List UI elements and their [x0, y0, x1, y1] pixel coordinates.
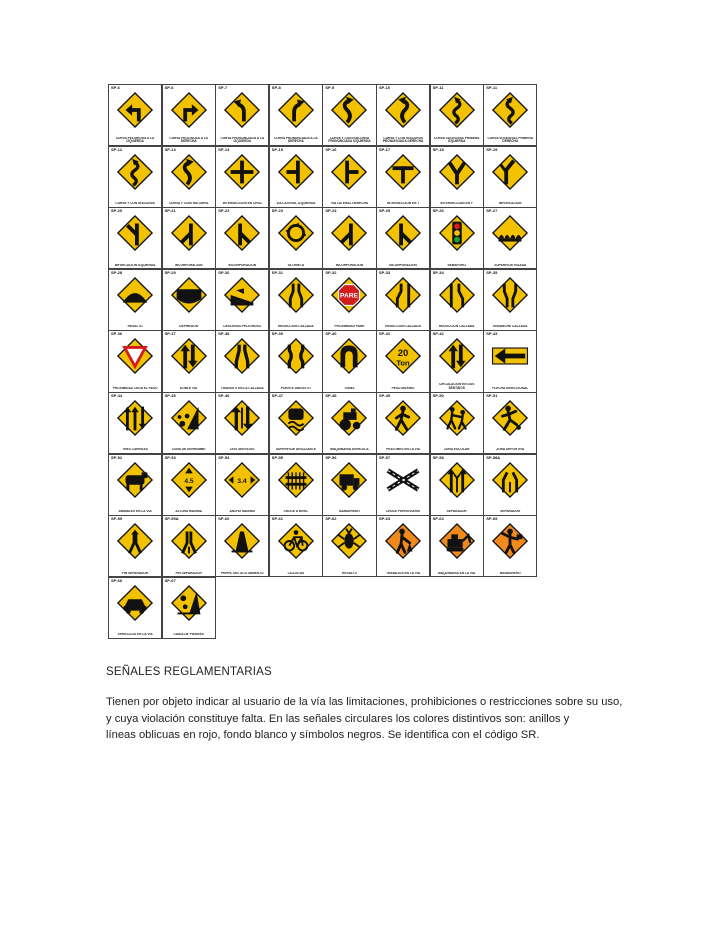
- sign-cell: [215, 330, 269, 392]
- sign-code: SP-61: [271, 516, 283, 522]
- sign-flagger-icon: [491, 522, 529, 560]
- sign-cell: [162, 207, 216, 269]
- sign-cell: [483, 269, 537, 331]
- sign-code: SP-59A: [164, 516, 179, 522]
- sign-cell: [162, 392, 216, 454]
- sign-caption: ENSANCHE CALZADA: [493, 325, 528, 329]
- sign-sharp-right-icon: [277, 91, 315, 129]
- svg-text:20: 20: [397, 348, 409, 360]
- svg-text:4.5: 4.5: [184, 477, 194, 485]
- sign-worker-icon: [384, 522, 422, 560]
- sign-code: SP-54: [218, 454, 230, 460]
- sign-caption: PEATONES EN LA VÍA: [386, 448, 420, 452]
- sign-code: SP-27: [486, 208, 498, 214]
- sign-caption: TRÁNSITO EN LA CALZADA: [220, 386, 264, 390]
- sign-cell: [215, 207, 269, 269]
- sign-caption: SEMÁFORO: [447, 263, 466, 267]
- sign-caption: DEPRESIÓN: [179, 325, 199, 329]
- sign-cell: [430, 269, 484, 331]
- sign-cell: [269, 207, 323, 269]
- sign-cell: [376, 207, 430, 269]
- sign-weight-icon: [384, 337, 422, 375]
- sign-cell: [322, 207, 376, 269]
- sign-caption: INTERSECCIÓN EN CRUZ: [222, 201, 262, 205]
- sign-caption: VÍA LATERAL DERECHA: [330, 201, 369, 205]
- sign-bumps-icon: [491, 214, 529, 252]
- sign-caption: ANIMALES EN LA VÍA: [118, 509, 152, 513]
- sign-code: SP-59: [111, 516, 123, 522]
- sign-caption: CRUCE A NIVEL: [283, 509, 309, 513]
- sign-caption: CAÍDA DE PIEDRAS: [173, 633, 204, 637]
- sign-reverse-curve-2-icon: [384, 91, 422, 129]
- sign-two-way-up-icon: [438, 337, 476, 375]
- sign-code: SP-11: [432, 85, 444, 90]
- sign-code: SP-24: [325, 208, 337, 214]
- sign-code: SP-34: [432, 269, 444, 275]
- sign-caption: PUENTE ANGOSTO: [281, 386, 311, 390]
- section-title: SEÑALES REGLAMENTARIAS: [106, 666, 272, 678]
- sign-divided-2-icon: [491, 461, 529, 499]
- sign-caption: CURVA PELIGROSA A LA IZQUIERDA: [115, 136, 155, 144]
- sign-cell: [430, 330, 484, 392]
- sign-cell: [269, 84, 323, 146]
- sign-truck-icon: [330, 461, 368, 499]
- sign-caption: INCORPORACIÓN: [174, 263, 203, 267]
- sign-code: SP-63: [379, 516, 391, 522]
- sign-rocks-icon: [170, 584, 208, 622]
- sign-caption: CURVA PELIGROSA A LA DERECHA: [169, 136, 208, 144]
- sign-cell: [269, 515, 323, 577]
- sign-sharp-left-icon: [223, 91, 261, 129]
- sign-caption: BIFURCACIÓN: [499, 201, 522, 205]
- sign-cell: [376, 146, 430, 208]
- sign-caption: ANCHO MÁXIMO: [229, 509, 256, 513]
- sign-cell: [269, 392, 323, 454]
- sign-caption: BIFURCACIÓN IZQUIERDA: [114, 263, 156, 267]
- sign-caption: ZONA DE DERRUMBE: [171, 448, 206, 452]
- sign-winding-icon: [116, 153, 154, 191]
- sign-cell: [162, 330, 216, 392]
- sign-cell: [108, 269, 162, 331]
- sign-caption: ZONA DEPORTIVA: [496, 448, 525, 452]
- sign-code: SP-56: [325, 454, 337, 460]
- sign-code: SP-52: [111, 454, 123, 460]
- sign-caption: ALTURA MÁXIMA: [175, 509, 202, 513]
- sign-caption: CURVA Y CONTRACURVA PRONUNCIADA IZQUIERDA: [328, 136, 371, 144]
- sign-caption: PROXIMIDAD CEDA EL PASO: [112, 386, 158, 390]
- sign-code: SP-45: [164, 393, 176, 398]
- sign-code: SP-48: [325, 393, 337, 398]
- sign-cell: [215, 146, 269, 208]
- sign-code: SP-33: [379, 269, 391, 275]
- sign-cell: [215, 84, 269, 146]
- sign-caption: DESCENSO PELIGROSO: [223, 325, 262, 329]
- sign-three-lane-icon: [116, 399, 154, 437]
- sign-code: SP-65: [486, 516, 498, 522]
- sign-rail-icon: [277, 461, 315, 499]
- sign-code: SP-47: [271, 393, 283, 398]
- sign-cell: [483, 146, 537, 208]
- sign-caption: BANDERERO: [500, 571, 521, 575]
- sign-code: SP-13: [164, 146, 176, 152]
- sign-tee-icon: [384, 153, 422, 191]
- sign-caption: TRABAJOS EN LA VÍA: [386, 571, 421, 575]
- sign-code: SP-11: [486, 85, 498, 90]
- sign-cell: [269, 330, 323, 392]
- sign-code: SP-49: [379, 393, 391, 398]
- sign-cell: [322, 84, 376, 146]
- sign-cell: [108, 454, 162, 516]
- sign-rockfall-icon: [170, 399, 208, 437]
- sign-yield-ahead-icon: [116, 337, 154, 375]
- sign-caption: INTERSECCIÓN EN T: [386, 201, 420, 205]
- sign-caption: INTERSECCIÓN EN Y: [440, 201, 473, 205]
- sign-code: SP-58: [432, 454, 444, 460]
- sign-code: SP-53: [164, 454, 176, 460]
- sign-caption: PESO MÁXIMO: [391, 386, 415, 390]
- sign-code: SP-6: [111, 85, 120, 90]
- sign-code: SP-7: [218, 85, 228, 90]
- sign-caption: TÚNEL: [344, 386, 355, 390]
- sign-machinery-icon: [438, 522, 476, 560]
- sign-cell: [269, 454, 323, 516]
- sign-cell: [322, 330, 376, 392]
- sign-cell: [483, 207, 537, 269]
- sign-caption: SEPARADOR: [500, 509, 521, 513]
- sign-code: SP-6: [164, 85, 174, 90]
- sign-cell: [108, 146, 162, 208]
- sign-caption: SUPERFICIE DESLIZANTE: [275, 448, 316, 452]
- paragraph-line-1: Tienen por objeto indicar al usuario de la vía las limitaciones, prohibiciones o restricciones sobre su uso,: [106, 696, 623, 708]
- sign-caption: CURVA Y CONTRACURVA: [169, 201, 209, 205]
- sign-cell: [215, 269, 269, 331]
- sign-caption: CURVA PRONUNCIADA A LA DERECHA: [274, 136, 318, 144]
- sign-code: SP-57: [379, 454, 391, 460]
- sign-code: SP-41: [379, 331, 391, 337]
- sign-caption: VÍA LATERAL IZQUIERDA: [276, 201, 316, 205]
- sign-caption: GLORIETA: [287, 263, 304, 267]
- sign-reverse-curve-icon: [330, 91, 368, 129]
- sign-fork-left-icon: [116, 214, 154, 252]
- sign-cattle-icon: [116, 461, 154, 499]
- paragraph-line-2: y cuya violación constituye falta. En las señales circulares los colores distintivos son: anillos y: [106, 712, 570, 725]
- sign-narrow-right-icon: [438, 276, 476, 314]
- sign-cell: [162, 269, 216, 331]
- sign-cell: [108, 84, 162, 146]
- sign-code: SP-44: [111, 393, 123, 398]
- sign-code: SP-16: [325, 146, 337, 152]
- sign-traffic-light-icon: [438, 214, 476, 252]
- sign-cell: [430, 515, 484, 577]
- sign-code: SP-9: [325, 85, 335, 90]
- sign-caption: CRUCE FERROVIARIO: [385, 509, 421, 513]
- paragraph-line-3: líneas oblicuas en rojo, fondo blanco y símbolos negros. Se identifica con el código SR.: [106, 729, 540, 741]
- sign-caption: INCORPORACIÓN: [335, 263, 364, 267]
- sign-fork-icon: [491, 153, 529, 191]
- sign-code: SP-8: [271, 85, 281, 90]
- sign-dip-icon: [170, 276, 208, 314]
- sign-caption: CIRCULACIÓN EN DOS SENTIDOS: [438, 382, 475, 390]
- sign-code: SP-14: [218, 146, 230, 152]
- sign-cell: [215, 515, 269, 577]
- sign-cell: [376, 454, 430, 516]
- sign-caption: CURVA Y CONTRACURVA: [115, 201, 155, 205]
- sign-cell: [162, 577, 216, 639]
- sign-stop-ahead-icon: [330, 276, 368, 314]
- sign-caption: INCORPORACIÓN: [228, 263, 256, 267]
- sign-cell: [322, 269, 376, 331]
- sign-code: SP-32: [325, 269, 337, 275]
- sign-arrow-left-icon: [491, 337, 529, 375]
- sign-height-icon: [170, 461, 208, 499]
- sign-lanes-updown-icon: [223, 399, 261, 437]
- sign-caption: VEHÍCULOS EN LA VÍA: [117, 633, 153, 637]
- sign-caption: PERFIL DEL ACOTAMIENTO: [220, 571, 264, 575]
- sign-cell: [376, 392, 430, 454]
- sign-code: SP-19: [486, 146, 498, 152]
- sign-caption: RESALTO: [342, 571, 357, 575]
- sign-side-left-icon: [277, 153, 315, 191]
- sign-cell: [376, 269, 430, 331]
- sign-code: SP-60: [218, 516, 230, 522]
- sign-cell: [215, 454, 269, 516]
- sign-cell: [108, 207, 162, 269]
- warning-signs-chart: [108, 84, 538, 639]
- sign-caption: SEPARADOR: [446, 509, 467, 513]
- sign-cell: [376, 84, 430, 146]
- sign-cell: [162, 515, 216, 577]
- sign-code: SP-23: [271, 208, 283, 214]
- sign-cell: [162, 84, 216, 146]
- sign-caption: SUPERFICIE RIZADA: [494, 263, 527, 267]
- sign-cell: [376, 515, 430, 577]
- sign-caption: REDUCCIÓN CALZADA: [278, 325, 314, 329]
- sign-cell: [269, 146, 323, 208]
- sign-caption: MAQUINARIA EN LA VÍA: [438, 571, 476, 575]
- sign-cell: [215, 392, 269, 454]
- sign-code: SP-22: [218, 208, 230, 214]
- sign-cell: [430, 84, 484, 146]
- sign-caption: FIN SEPARADOR: [122, 571, 149, 575]
- sign-code: SP-28: [111, 269, 123, 275]
- sign-cell: [322, 392, 376, 454]
- sign-code: SP-62: [325, 516, 337, 522]
- sign-caption: PROXIMIDAD PARE: [334, 325, 365, 329]
- sign-cell: [483, 84, 537, 146]
- sign-caption: CURVA SUCESIVAS PRIMERA IZQUIERDA: [433, 136, 480, 144]
- sign-cell: [108, 330, 162, 392]
- sign-cell: [162, 454, 216, 516]
- sign-winding-2-icon: [491, 91, 529, 129]
- sign-code: SP-40: [325, 331, 337, 337]
- sign-children-icon: [438, 399, 476, 437]
- sign-caption: CURVA Y CONTRACURVA PRONUNCIADA DERECHA: [382, 136, 424, 144]
- sign-cell: [108, 577, 162, 639]
- sign-two-way-icon: [170, 337, 208, 375]
- sign-cell: [483, 392, 537, 454]
- sign-widen-icon: [491, 276, 529, 314]
- sign-caption: INCORPORACIÓN: [389, 263, 417, 267]
- sign-curve-left-arrow-icon: [116, 91, 154, 129]
- sign-width-icon: [223, 461, 261, 499]
- sign-reverse-curve-icon: [170, 153, 208, 191]
- sign-caption: CURVA PRONUNCIADA A LA IZQUIERDA: [220, 136, 265, 144]
- sign-tunnel-icon: [330, 337, 368, 375]
- sign-end-divided-icon: [116, 522, 154, 560]
- sign-cell: [483, 515, 537, 577]
- sign-code: SP-38: [218, 331, 230, 337]
- sign-winding-icon: [438, 91, 476, 129]
- sign-pedestrian-icon: [384, 399, 422, 437]
- sign-cell: [269, 269, 323, 331]
- sign-tractor-icon: [330, 399, 368, 437]
- sign-code: SP-17: [379, 146, 391, 152]
- sign-caption: ZONA ESCOLAR: [443, 448, 470, 452]
- sign-bug-icon: [330, 522, 368, 560]
- sign-divided-icon: [438, 461, 476, 499]
- sign-caption: CICLISTAS: [287, 571, 305, 575]
- sign-code: SP-36: [111, 331, 123, 337]
- sign-cell: [322, 454, 376, 516]
- sign-code: SP-12: [111, 146, 123, 152]
- sign-cell: [322, 515, 376, 577]
- sign-merge-left-icon: [170, 214, 208, 252]
- sign-cross-icon: [223, 153, 261, 191]
- sign-code: SP-64: [432, 516, 444, 522]
- sign-code: SP-10: [379, 85, 391, 90]
- sign-cell: [322, 146, 376, 208]
- sign-narrow-left-icon: [384, 276, 422, 314]
- sign-code: SP-58A: [486, 454, 501, 460]
- svg-text:Ton: Ton: [396, 358, 410, 368]
- sign-curve-right-arrow-icon: [170, 91, 208, 129]
- sign-merge-right-icon: [223, 214, 261, 252]
- sign-code: SP-15: [271, 146, 283, 152]
- sign-cell: [376, 330, 430, 392]
- sign-bridge-icon: [277, 337, 315, 375]
- sign-code: SP-29: [164, 269, 176, 275]
- sign-code: SP-20: [111, 208, 123, 214]
- sign-code: SP-67: [164, 577, 176, 583]
- sign-caption: REDUCCIÓN CALZADA: [438, 325, 475, 329]
- sign-code: SP-25: [379, 208, 391, 214]
- sign-caption: BANDERERO: [339, 509, 360, 513]
- sign-cell: [162, 146, 216, 208]
- sign-code: SP-43: [486, 331, 498, 337]
- sign-code: SP-39: [271, 331, 283, 337]
- sign-cell: [483, 330, 537, 392]
- sign-code: SP-55: [271, 454, 283, 460]
- sign-narrow-both-icon: [277, 276, 315, 314]
- sign-caption: MAQUINARIA AGRÍCOLA: [330, 448, 369, 452]
- sign-cell: [430, 454, 484, 516]
- sign-code: SP-51: [486, 393, 498, 398]
- sign-code: SP-18: [432, 146, 444, 152]
- sign-code: SP-21: [164, 208, 176, 214]
- sign-cell: [430, 146, 484, 208]
- sign-code: SP-30: [218, 269, 230, 275]
- sign-code: SP-37: [164, 331, 176, 337]
- sign-caption: CURVA SUCESIVAS PRIMERA DERECHA: [487, 136, 534, 144]
- sign-one-lane-icon: [223, 337, 261, 375]
- sign-code: SP-35: [486, 269, 498, 275]
- sign-crossbuck-icon: [384, 461, 422, 499]
- sign-merge-right-icon: [384, 214, 422, 252]
- sign-caption: FIN SEPARADOR: [175, 571, 202, 575]
- sign-caption: DOBLE VÍA: [180, 386, 198, 390]
- sign-code: SP-31: [271, 269, 283, 275]
- sign-car-icon: [116, 584, 154, 622]
- sign-cell: [483, 454, 537, 516]
- sign-caption: FLECHA DIRECCIONAL: [492, 386, 529, 390]
- sign-merge-left-icon: [330, 214, 368, 252]
- sign-caption: REDUCCIÓN CALZADA: [385, 325, 421, 329]
- sign-shoulder-icon: [223, 522, 261, 560]
- sign-descent-icon: [223, 276, 261, 314]
- sign-cell: [430, 392, 484, 454]
- sign-code: SP-46: [218, 393, 230, 398]
- sign-y-icon: [438, 153, 476, 191]
- sign-cell: [108, 392, 162, 454]
- sign-bicycle-icon: [277, 522, 315, 560]
- svg-text:3.4: 3.4: [237, 477, 247, 485]
- sign-cell: [430, 207, 484, 269]
- svg-text:PARE: PARE: [340, 292, 359, 300]
- sign-cell: [108, 515, 162, 577]
- sign-slippery-icon: [277, 399, 315, 437]
- sign-sports-icon: [491, 399, 529, 437]
- sign-code: SP-66: [111, 577, 123, 583]
- sign-caption: DOS SENTIDOS: [230, 448, 255, 452]
- sign-hump-icon: [116, 276, 154, 314]
- sign-end-divided-2-icon: [170, 522, 208, 560]
- sign-code: SP-50: [432, 393, 444, 398]
- sign-code: SP-26: [432, 208, 444, 214]
- sign-caption: RESALTO: [127, 325, 143, 329]
- sign-caption: TRES CARRILES: [122, 448, 148, 452]
- sign-roundabout-icon: [277, 214, 315, 252]
- sign-side-right-icon: [330, 153, 368, 191]
- description-paragraph: [106, 694, 671, 744]
- sign-code: SP-42: [432, 331, 444, 337]
